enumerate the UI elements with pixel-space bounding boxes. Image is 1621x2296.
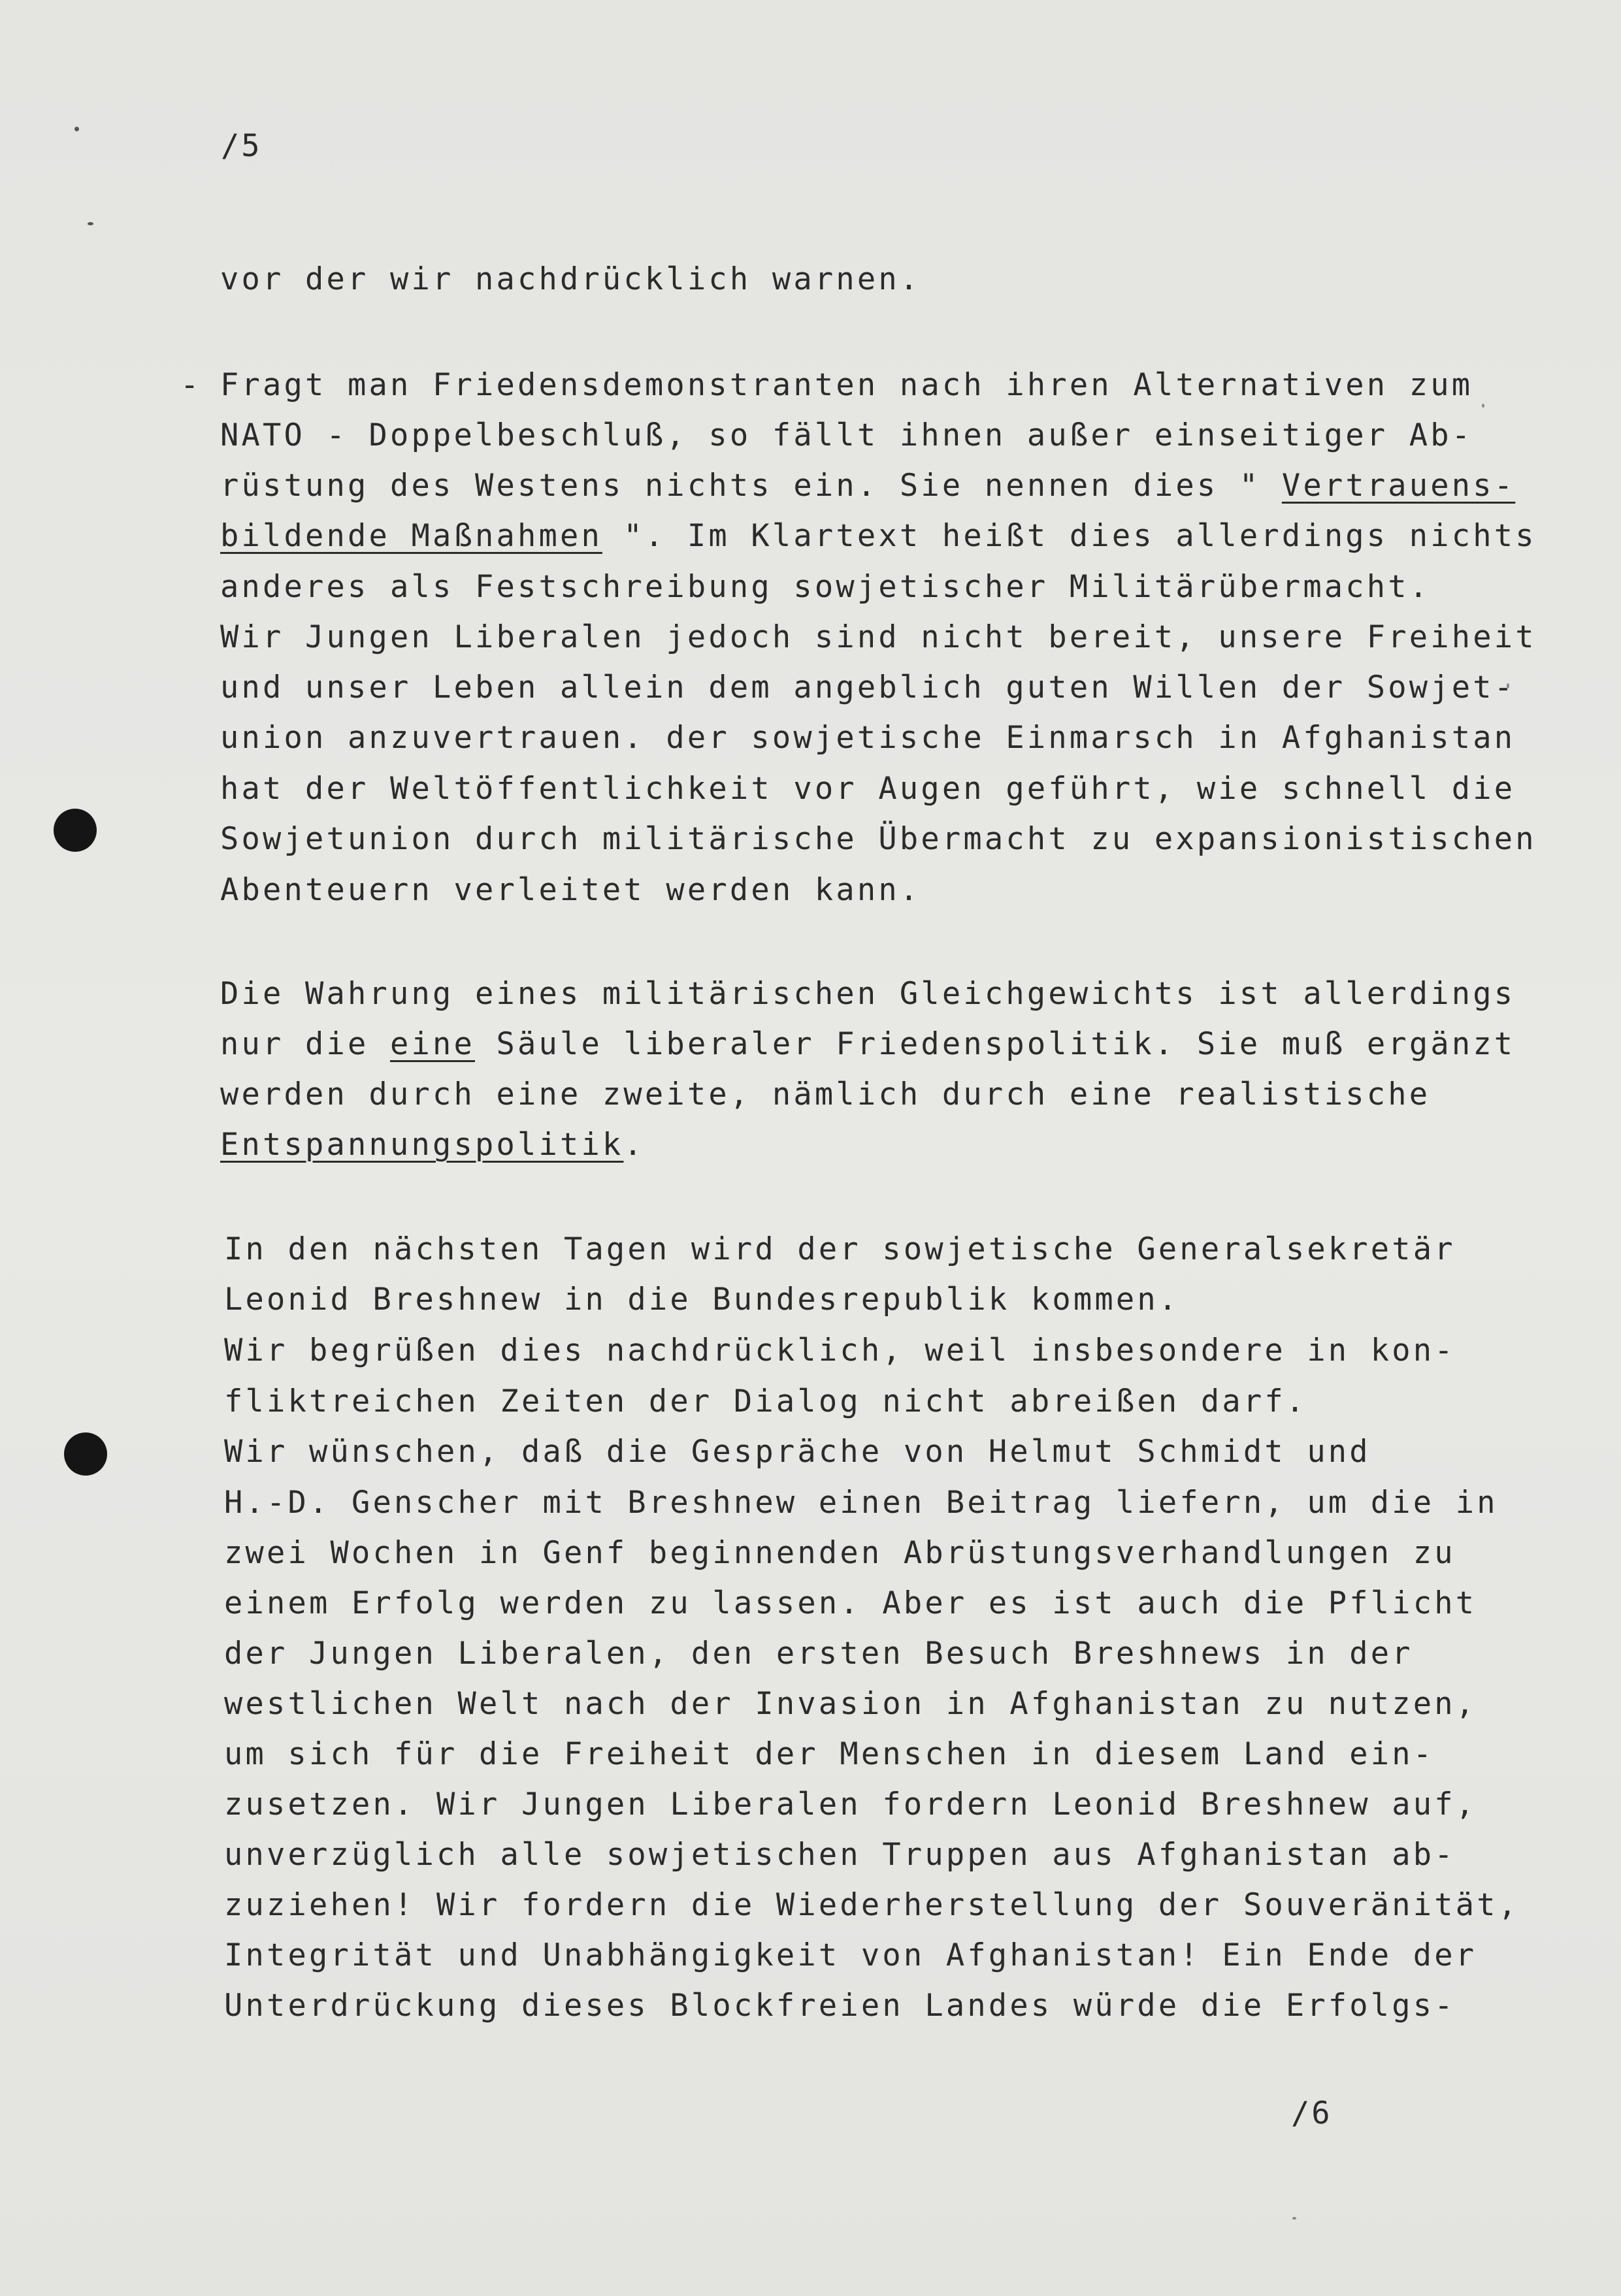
text-line: zuziehen! Wir fordern die Wiederherstellung der Souveränität, <box>224 1887 1520 1923</box>
text-line <box>220 466 1515 506</box>
text-line: union anzuvertrauen. der sowjetische Einmarsch in Afghanistan <box>220 720 1516 756</box>
text-line: Die Wahrung eines militärischen Gleichgewichts ist allerdings <box>220 976 1516 1012</box>
text-line <box>220 1125 645 1165</box>
text-segment: ". Im Klartext heißt dies allerdings nichts <box>602 518 1537 554</box>
underlined-term: Entspannungspolitik <box>220 1127 624 1163</box>
text-line: fliktreichen Zeiten der Dialog nicht abreißen darf. <box>224 1383 1307 1419</box>
text-segment: Säule liberaler Friedenspolitik. Sie muß ergänzt <box>474 1026 1516 1062</box>
text-line: vor der wir nachdrücklich warnen. <box>220 261 921 297</box>
underlined-term: eine <box>389 1026 475 1062</box>
text-line: hat der Weltöffentlichkeit vor Augen geführt, wie schnell die <box>220 771 1516 807</box>
text-line: NATO - Doppelbeschluß, so fällt ihnen außer einseitiger Ab- <box>220 417 1473 453</box>
page-number-bottom: /6 <box>1291 2095 1332 2131</box>
underlined-term: Vertrauens- <box>1281 468 1516 504</box>
paper-speck <box>1292 2217 1296 2220</box>
paper-speck <box>88 222 93 225</box>
text-line: Wir Jungen Liberalen jedoch sind nicht bereit, unsere Freiheit <box>220 619 1537 655</box>
text-segment: . <box>623 1127 645 1163</box>
paper-speck <box>74 127 79 131</box>
text-line: zusetzen. Wir Jungen Liberalen fordern Leonid Breshnew auf, <box>224 1787 1477 1822</box>
punch-hole <box>64 1432 107 1476</box>
text-line: Wir wünschen, daß die Gespräche von Helmut Schmidt und <box>224 1434 1371 1470</box>
page-number-top: /5 <box>221 128 262 164</box>
text-line: Unterdrückung dieses Blockfreien Landes würde die Erfolgs- <box>224 1988 1456 2024</box>
text-line: westlichen Welt nach der Invasion in Afghanistan zu nutzen, <box>224 1686 1477 1722</box>
text-line: und unser Leben allein dem angeblich guten Willen der Sowjet- <box>220 670 1516 705</box>
text-line: H.-D. Genscher mit Breshnew einen Beitrag liefern, um die in <box>224 1485 1498 1521</box>
text-line: Abenteuern verleitet werden kann. <box>220 872 921 908</box>
text-line: unverzüglich alle sowjetischen Truppen aus Afghanistan ab- <box>224 1837 1456 1873</box>
text-segment: rüstung des Westens nichts ein. Sie nennen dies " <box>220 468 1282 504</box>
underlined-term: bildende Maßnahmen <box>220 518 602 554</box>
paper-speck <box>1482 404 1484 408</box>
bullet-dash: - <box>180 367 202 403</box>
text-line <box>220 1025 1515 1064</box>
text-line: werden durch eine zweite, nämlich durch eine realistische <box>220 1076 1431 1112</box>
text-line: einem Erfolg werden zu lassen. Aber es ist auch die Pflicht <box>224 1585 1477 1621</box>
text-line: Fragt man Friedensdemonstranten nach ihren Alternativen zum <box>220 367 1473 403</box>
text-line: Leonid Breshnew in die Bundesrepublik kommen. <box>224 1282 1180 1318</box>
text-line: der Jungen Liberalen, den ersten Besuch Breshnews in der <box>224 1636 1413 1672</box>
text-line: um sich für die Freiheit der Menschen in diesem Land ein- <box>224 1736 1435 1772</box>
text-line: zwei Wochen in Genf beginnenden Abrüstungsverhandlungen zu <box>224 1535 1456 1571</box>
text-line: Wir begrüßen dies nachdrücklich, weil insbesondere in kon- <box>224 1333 1456 1368</box>
text-line: anderes als Festschreibung sowjetischer Militärübermacht. <box>220 569 1431 605</box>
punch-hole <box>54 809 97 852</box>
text-line: Sowjetunion durch militärische Übermacht zu expansionistischen <box>220 821 1537 857</box>
text-line: Integrität und Unabhängigkeit von Afghanistan! Ein Ende der <box>224 1937 1477 1973</box>
text-segment: nur die <box>220 1026 390 1062</box>
text-line <box>220 517 1537 556</box>
text-line: In den nächsten Tagen wird der sowjetische Generalsekretär <box>224 1231 1456 1267</box>
